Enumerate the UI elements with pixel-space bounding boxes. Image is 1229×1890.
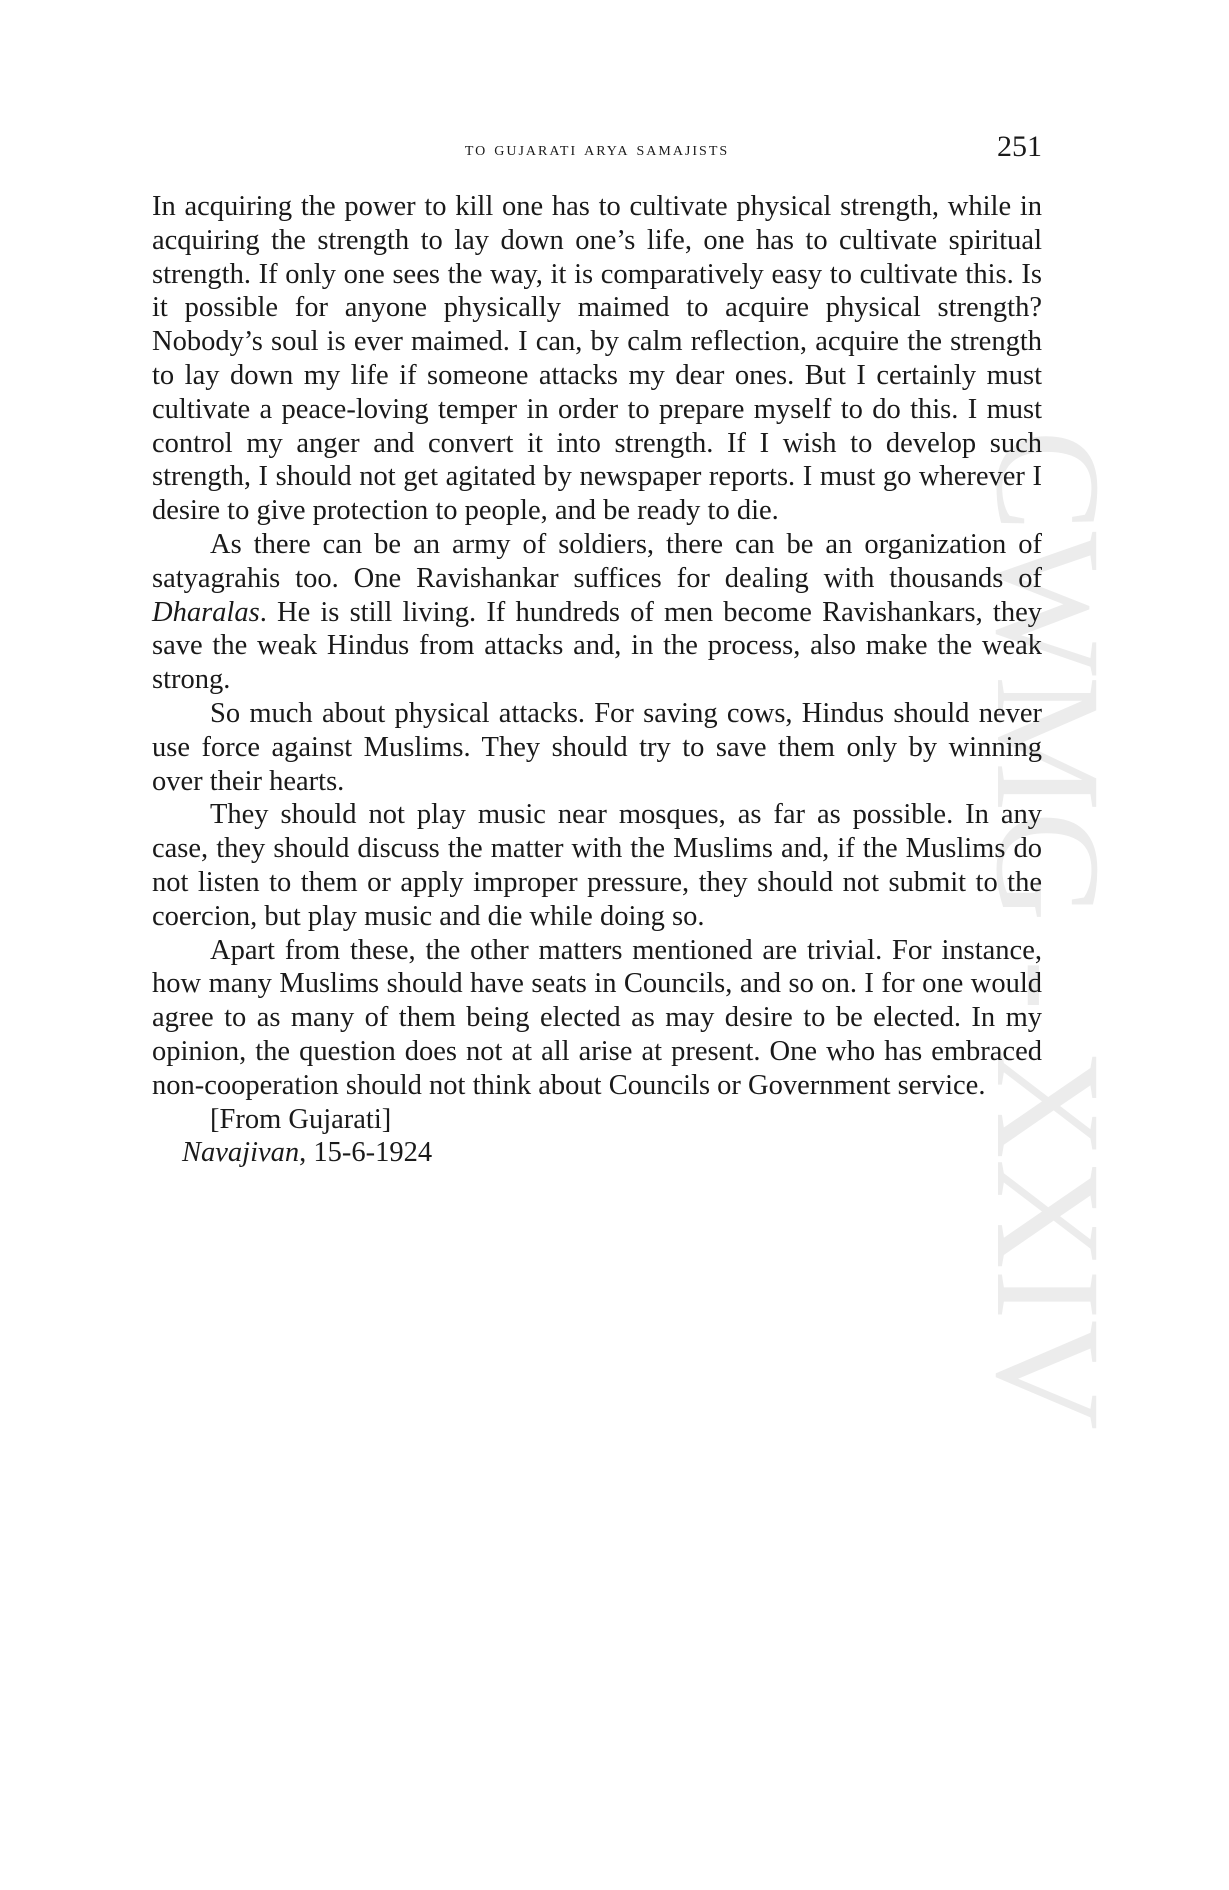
italic-term: Dharalas bbox=[152, 596, 260, 628]
citation-journal: Navajivan bbox=[182, 1137, 300, 1169]
paragraph-text: As there can be an army of soldiers, there can be an organization of satyagrahis too. One Ravishankar suffices for dealing with thousands of bbox=[152, 528, 1042, 594]
citation: Navajivan, 15-6-1924 bbox=[182, 1137, 433, 1169]
paragraph: Apart from these, the other matters mentioned are trivial. For instance, how many Muslims should have seats in Councils, and so on. I for one would agree to as many of them being elected as may desire to be elected. In my opinion, the question does not at all arise at present. One who has embraced non-cooperation should not think about Councils or Government service. bbox=[152, 934, 1042, 1101]
running-head bbox=[152, 130, 1042, 170]
paragraph: In acquiring the power to kill one has to cultivate physical strength, while in acquiring the strength to lay down one’s life, one has to cultivate spiritual strength. If only one sees the way, it is comparatively easy to cultivate this. Is it possible for anyone physically maimed to acquire physical strength? Nobody’s soul is ever maimed. I can, by calm reflection, acquire the strength to lay down my life if someone attacks my dear ones. But I certainly must cultivate a peace-loving temper in order to prepare myself to do this. I must control my anger and convert it into strength. If I wish to develop such strength, I should not get agitated by newspaper reports. I must go wherever I desire to give protection to people, and be ready to die. bbox=[152, 191, 1042, 527]
watermark-text: CWMG - XXIV bbox=[970, 430, 1131, 1414]
source-note: [From Gujarati] bbox=[210, 1103, 392, 1135]
paragraph: So much about physical attacks. For saving cows, Hindus should never use force against Muslims. They should try to save them only by winning over their hearts. bbox=[152, 697, 1042, 797]
paragraph-text: . He is still living. If hundreds of men become Ravishankars, they save the weak Hindus from attacks and, in the process, also make the weak strong. bbox=[152, 596, 1042, 696]
running-title: to gujarati arya samajists bbox=[464, 138, 730, 160]
body-text bbox=[152, 190, 1042, 1170]
paragraph bbox=[152, 528, 1042, 697]
page-number: 251 bbox=[997, 130, 1042, 163]
citation-date: 15-6-1924 bbox=[313, 1137, 433, 1169]
paragraph: They should not play music near mosques, as far as possible. In any case, they should discuss the matter with the Muslims and, if the Muslims do not listen to them or apply improper pressure, they should not submit to the coercion, but play music and die while doing so. bbox=[152, 799, 1042, 932]
